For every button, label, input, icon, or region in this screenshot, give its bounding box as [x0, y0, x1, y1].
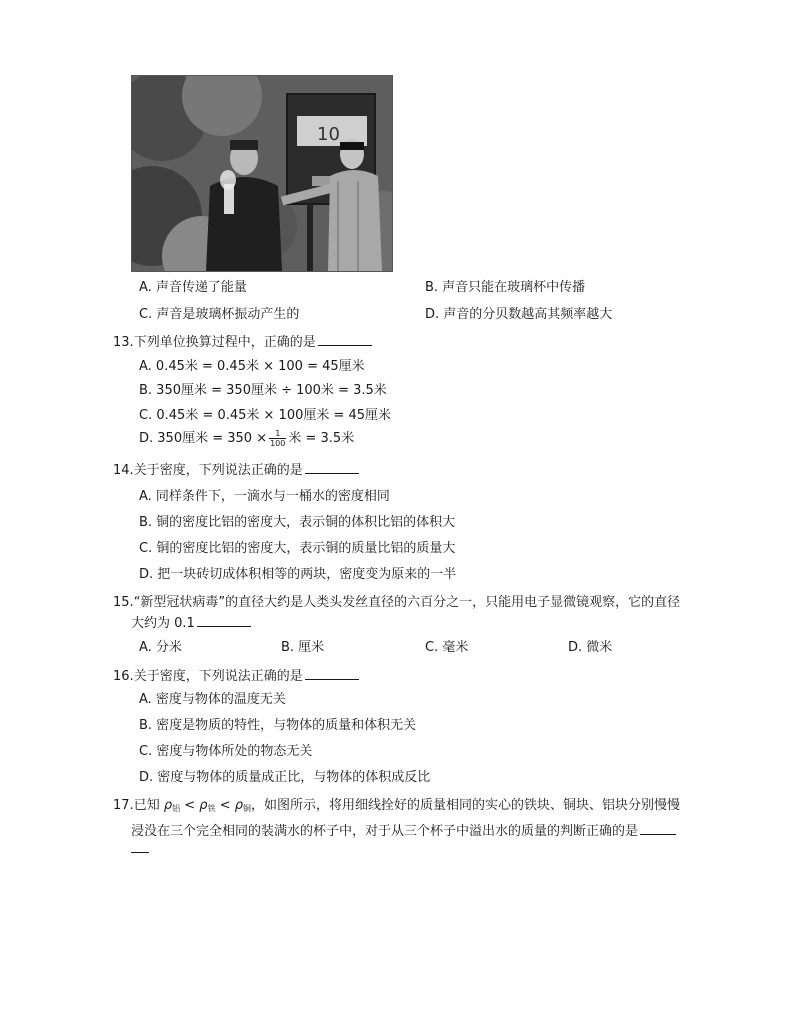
q16-option-a[interactable]: A. 密度与物体的温度无关: [139, 692, 286, 707]
subscript-al: 铝: [172, 804, 181, 813]
q17-stem-rest: ，如图所示，将用细线拴好的质量相同的实心的铁块、铜块、铝块分别慢慢: [251, 798, 681, 813]
q15-option-b[interactable]: B. 厘米: [281, 640, 325, 655]
q15-stem-text: “新型冠状病毒”的直径大约是人类头发丝直径的六百分之一，只能用电子显微镜观察，它的直径: [133, 595, 681, 610]
q12-option-b[interactable]: B. 声音只能在玻璃杯中传播: [425, 280, 586, 295]
q12-option-d[interactable]: D. 声音的分贝数越高其频率越大: [425, 307, 613, 322]
q17-answer-blank-continued[interactable]: [131, 852, 149, 853]
q14-number: 14.: [113, 463, 134, 478]
q14-option-c[interactable]: C. 铜的密度比铝的密度大，表示铜的质量比铝的质量大: [139, 541, 456, 556]
q15-option-a[interactable]: A. 分米: [139, 640, 182, 655]
q17-stem: [113, 794, 680, 814]
q15-option-d[interactable]: D. 微米: [568, 640, 613, 655]
q14-stem: [113, 459, 359, 478]
q13-option-d-prefix: D. 350厘米 = 350 ×: [139, 431, 268, 446]
q14-option-a[interactable]: A. 同样条件下，一滴水与一桶水的密度相同: [139, 489, 390, 504]
q16-option-b[interactable]: B. 密度是物质的特性，与物体的质量和体积无关: [139, 718, 417, 733]
q15-stem-line2-text: 大约为 0.1: [131, 616, 195, 631]
q14-stem-text: 关于密度，下列说法正确的是: [133, 463, 303, 478]
q13-option-b[interactable]: B. 350厘米 = 350厘米 ÷ 100米 = 3.5米: [139, 383, 387, 398]
q15-answer-blank[interactable]: [197, 614, 251, 627]
q17-answer-blank[interactable]: [640, 822, 676, 835]
q13-option-a[interactable]: A. 0.45米 = 0.45米 × 100 = 45厘米: [139, 359, 365, 374]
q13-answer-blank[interactable]: [318, 333, 372, 346]
q15-option-c[interactable]: C. 毫米: [425, 640, 469, 655]
q12-options-row-1: [0, 276, 794, 296]
q13-stem: [113, 331, 372, 350]
subscript-fe: 铁: [207, 804, 216, 813]
question-photo: [131, 75, 393, 272]
q16-stem-text: 关于密度，下列说法正确的是: [133, 669, 303, 684]
q17-number: 17.: [113, 798, 134, 813]
q13-option-c[interactable]: C. 0.45米 = 0.45米 × 100厘米 = 45厘米: [139, 408, 392, 423]
q12-option-c[interactable]: C. 声音是玻璃杯振动产生的: [139, 307, 300, 322]
q17-stem-line2-text: 浸没在三个完全相同的装满水的杯子中，对于从三个杯子中溢出水的质量的判断正确的是: [131, 824, 639, 839]
q13-option-d[interactable]: [139, 427, 354, 448]
subscript-cu: 铜: [243, 804, 252, 813]
q15-number: 15.: [113, 595, 134, 610]
q12-options-row-2: [0, 303, 794, 323]
q17-stem-line2: [131, 820, 676, 839]
q13-option-d-suffix: 米 = 3.5米: [288, 431, 355, 446]
q13-fraction-numerator: 1: [269, 429, 286, 439]
rho-symbol-al: ρ: [163, 798, 173, 813]
q13-stem-text: 下列单位换算过程中，正确的是: [133, 335, 316, 350]
q14-option-d[interactable]: D. 把一块砖切成体积相等的两块，密度变为原来的一半: [139, 567, 457, 582]
q13-number: 13.: [113, 335, 134, 350]
q17-prefix: 已知: [133, 798, 160, 813]
q14-answer-blank[interactable]: [305, 461, 359, 474]
q13-fraction-denominator: 100: [270, 439, 286, 448]
q16-option-d[interactable]: D. 密度与物体的质量成正比，与物体的体积成反比: [139, 770, 431, 785]
q13-fraction: [269, 429, 286, 448]
rho-symbol-fe: ρ: [199, 798, 208, 813]
q16-option-c[interactable]: C. 密度与物体所处的物态无关: [139, 744, 313, 759]
q12-option-a[interactable]: A. 声音传递了能量: [139, 280, 247, 295]
sign-text: 10: [317, 124, 340, 145]
q16-number: 16.: [113, 669, 134, 684]
q16-answer-blank[interactable]: [305, 667, 359, 680]
q15-stem: [113, 591, 680, 610]
q14-option-b[interactable]: B. 铜的密度比铝的密度大，表示铜的体积比铝的体积大: [139, 515, 456, 530]
rho-symbol-cu: ρ: [234, 798, 244, 813]
less-than-2: <: [219, 798, 231, 813]
q15-stem-line2: [131, 612, 251, 631]
q16-stem: [113, 665, 359, 684]
less-than-1: <: [184, 798, 196, 813]
q15-options-row: [0, 636, 794, 656]
photo-illustration: [132, 76, 392, 271]
